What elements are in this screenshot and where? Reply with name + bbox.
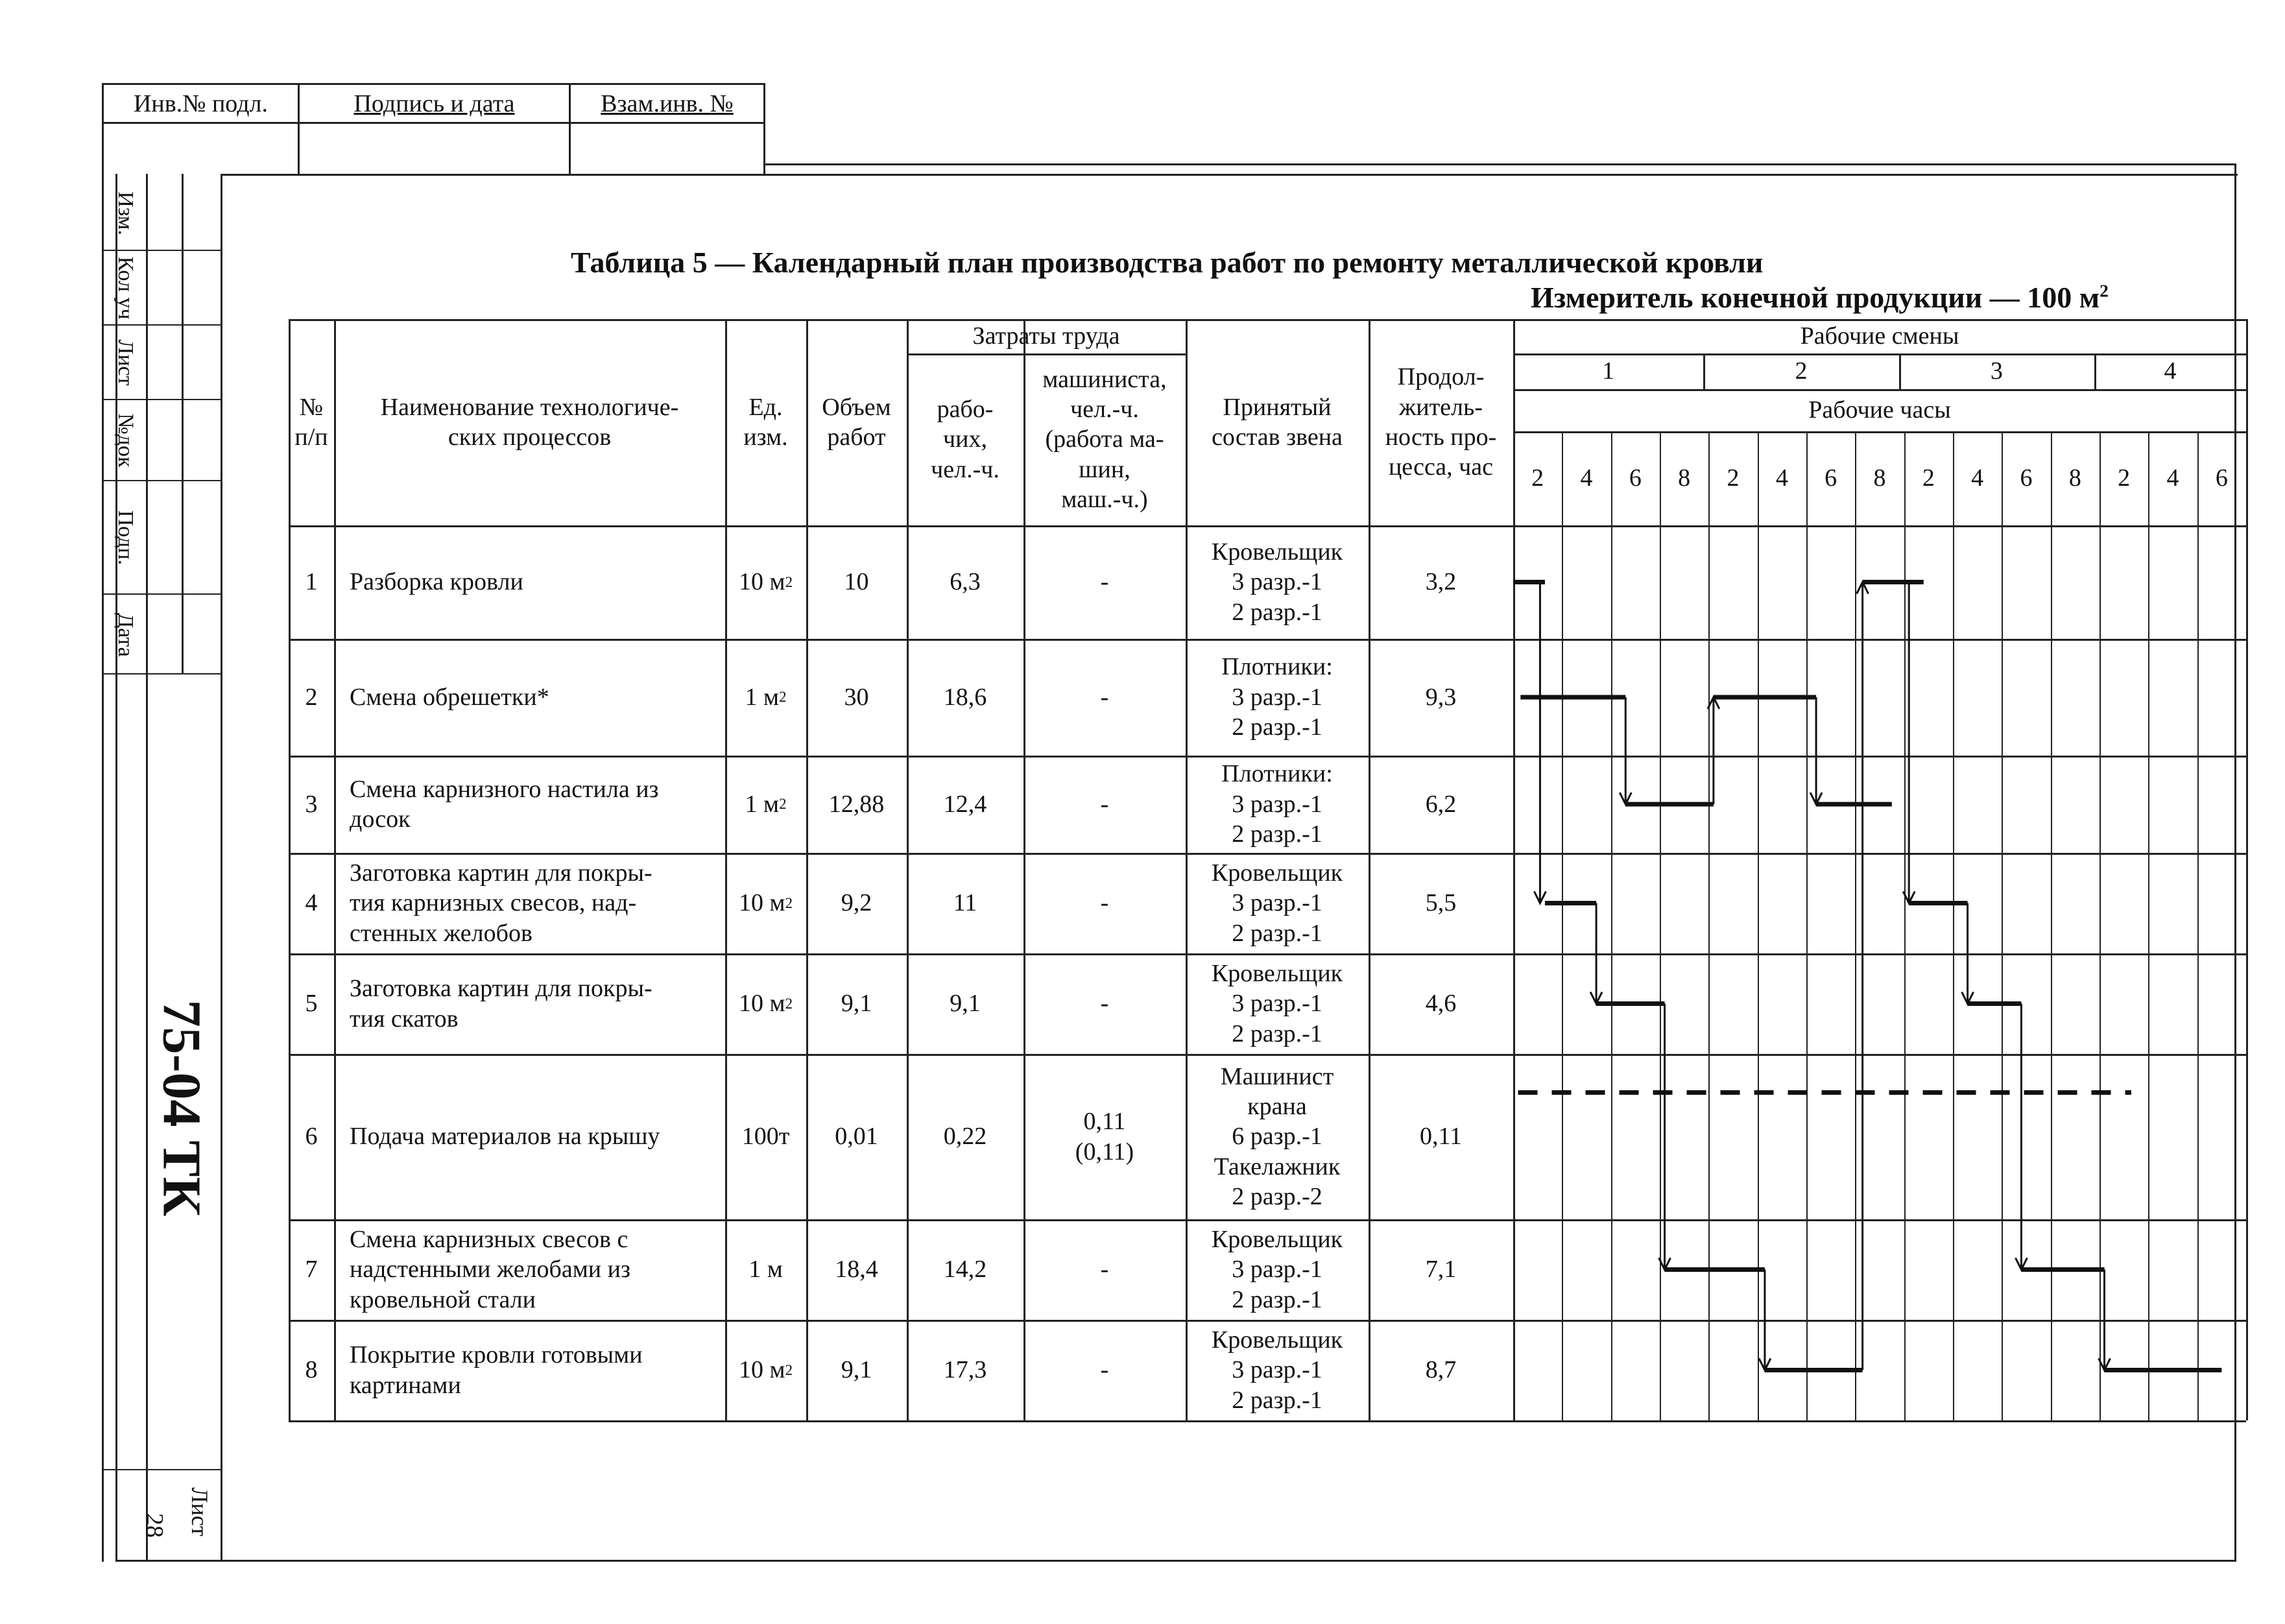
header-duration-text: Продол- житель- ность про- цесса, час xyxy=(1385,363,1497,481)
hour-label-text: 4 xyxy=(2166,464,2179,492)
hour-label-text: 8 xyxy=(1873,464,1886,492)
hour-label-text: 2 xyxy=(1922,464,1935,492)
row-workers-text: 9,1 xyxy=(950,990,981,1018)
row-number-text: 7 xyxy=(305,1256,318,1284)
row-volume-text: 9,1 xyxy=(841,990,872,1018)
hour-label-text: 8 xyxy=(2068,464,2081,492)
sheet-label: Лист xyxy=(187,1487,213,1536)
row-unit-sup: 2 xyxy=(785,573,793,590)
row-workers-text: 18,6 xyxy=(943,683,987,711)
row-process-name-text: Подача материалов на крышу xyxy=(350,1123,660,1151)
header-workers-text: рабо- чих, чел.-ч. xyxy=(931,395,999,483)
subtitle-sup: 2 xyxy=(2100,280,2109,301)
row-machinist-text: - xyxy=(1100,568,1109,596)
doc-code: 75-04 ТК xyxy=(151,999,212,1217)
row-workers-text: 14,2 xyxy=(943,1256,987,1284)
header-crew-text: Принятый состав звена xyxy=(1212,393,1343,451)
row-duration-text: 5,5 xyxy=(1425,889,1457,917)
side-label-kolvo: Кол уч xyxy=(114,256,138,320)
row-crew-text: Кровельщик 3 разр.-1 2 разр.-1 xyxy=(1211,859,1343,947)
row-duration-text: 9,3 xyxy=(1425,683,1457,711)
row-number-text: 2 xyxy=(305,683,318,711)
header-shifts-text: Рабочие смены xyxy=(1800,322,1959,350)
row-machinist-text: - xyxy=(1100,790,1109,818)
row-process-name-text: Смена обрешетки* xyxy=(350,683,549,711)
row-process-name-text: Покрытие кровли готовыми картинами xyxy=(350,1341,643,1399)
row-unit-text: 10 м xyxy=(739,990,785,1018)
shift-number-3-text: 3 xyxy=(1990,357,2003,385)
hour-label-text: 2 xyxy=(2118,464,2131,492)
stamp-inv-label: Инв.№ подл. xyxy=(133,90,268,117)
row-number-text: 4 xyxy=(305,889,318,917)
hour-label-text: 4 xyxy=(1775,464,1788,492)
row-process-name-text: Смена карнизного настила из досок xyxy=(350,775,659,833)
shift-number-4-text: 4 xyxy=(2164,357,2177,385)
row-machinist-text: - xyxy=(1100,683,1109,711)
row-volume-text: 10 xyxy=(844,568,869,596)
hour-label-text: 6 xyxy=(2020,464,2033,492)
row-machinist-text: - xyxy=(1100,1256,1109,1284)
side-label-ndoc: №док xyxy=(114,413,138,468)
side-label-data: Дата xyxy=(114,613,138,657)
shift-number-2-text: 2 xyxy=(1795,357,1808,385)
row-number-text: 5 xyxy=(305,990,318,1018)
row-process-name-text: Заготовка картин для покры- тия скатов xyxy=(350,975,652,1033)
row-unit-text: 10 м xyxy=(739,889,785,917)
header-hours-text: Рабочие часы xyxy=(1808,396,1951,424)
row-unit-text: 1 м xyxy=(745,790,780,818)
row-machinist-text: - xyxy=(1100,1356,1109,1384)
sheet-number: 28 xyxy=(141,1513,168,1538)
row-crew-text: Машинист крана 6 разр.-1 Такелажник 2 разр.-2 xyxy=(1214,1062,1341,1211)
row-machinist-text: 0,11 (0,11) xyxy=(1075,1108,1134,1165)
row-unit-text: 10 м xyxy=(739,568,785,596)
hour-label-text: 4 xyxy=(1971,464,1984,492)
shift-number-1-text: 1 xyxy=(1602,357,1615,385)
row-machinist-text: - xyxy=(1100,990,1109,1018)
hour-label-text: 6 xyxy=(1629,464,1642,492)
row-unit-sup: 2 xyxy=(779,796,787,813)
row-number-text: 6 xyxy=(305,1123,318,1151)
hour-label-text: 6 xyxy=(2215,464,2228,492)
row-number-text: 8 xyxy=(305,1356,318,1384)
hour-label-text: 2 xyxy=(1727,464,1740,492)
row-volume-text: 12,88 xyxy=(828,790,885,818)
stamp-replace-label: Взам.инв. № xyxy=(601,90,734,117)
hour-label-text: 8 xyxy=(1678,464,1691,492)
row-volume-text: 18,4 xyxy=(835,1256,878,1284)
side-label-izm: Изм. xyxy=(114,191,138,235)
hour-label-text: 6 xyxy=(1824,464,1837,492)
stamp-signature-label: Подпись и дата xyxy=(353,90,515,117)
row-unit-sup: 2 xyxy=(785,1361,793,1378)
side-label-podp: Подп. xyxy=(114,510,138,566)
row-crew-text: Кровельщик 3 разр.-1 2 разр.-1 xyxy=(1211,1326,1343,1414)
row-machinist-text: - xyxy=(1100,889,1109,917)
row-crew-text: Плотники: 3 разр.-1 2 разр.-1 xyxy=(1221,760,1333,848)
header-labor-text: Затраты труда xyxy=(972,322,1120,350)
header-name-text: Наименование технологиче- ских процессов xyxy=(380,393,679,451)
row-workers-text: 0,22 xyxy=(943,1123,987,1151)
row-crew-text: Кровельщик 3 разр.-1 2 разр.-1 xyxy=(1211,1225,1343,1313)
row-unit-text: 1 м xyxy=(748,1256,783,1284)
header-volume-text: Объем работ xyxy=(822,393,891,451)
row-process-name-text: Разборка кровли xyxy=(350,568,523,596)
row-crew-text: Кровельщик 3 разр.-1 2 разр.-1 xyxy=(1211,538,1343,626)
row-duration-text: 3,2 xyxy=(1425,568,1457,596)
row-duration-text: 8,7 xyxy=(1425,1356,1457,1384)
hour-label-text: 2 xyxy=(1531,464,1544,492)
table-title: Таблица 5 — Календарный план производства работ по ремонту металлической кровли xyxy=(571,246,1764,279)
row-workers-text: 17,3 xyxy=(943,1356,987,1384)
row-unit-sup: 2 xyxy=(785,995,793,1012)
row-duration-text: 0,11 xyxy=(1419,1123,1463,1151)
row-duration-text: 6,2 xyxy=(1425,790,1457,818)
hour-label-text: 4 xyxy=(1580,464,1593,492)
row-duration-text: 4,6 xyxy=(1425,990,1457,1018)
row-number-text: 1 xyxy=(305,568,318,596)
row-volume-text: 0,01 xyxy=(835,1123,878,1151)
row-unit-sup: 2 xyxy=(779,689,787,706)
side-label-list: Лист xyxy=(114,339,138,386)
header-unit-text: Ед. изм. xyxy=(743,393,788,451)
header-num-text: № п/п xyxy=(294,393,328,451)
row-process-name-text: Заготовка картин для покры- тия карнизных свесов, над- стенных желобов xyxy=(350,859,652,947)
row-unit-text: 1 м xyxy=(745,683,780,711)
header-machinist-text: машиниста, чел.-ч. (работа ма- шин, маш.-ч.) xyxy=(1042,365,1167,514)
row-crew-text: Плотники: 3 разр.-1 2 разр.-1 xyxy=(1221,653,1333,741)
subtitle-text: Измеритель конечной продукции — 100 м xyxy=(1531,281,2100,314)
row-volume-text: 9,1 xyxy=(841,1356,872,1384)
row-unit-text: 10 м xyxy=(739,1356,785,1384)
row-workers-text: 12,4 xyxy=(943,790,987,818)
row-crew-text: Кровельщик 3 разр.-1 2 разр.-1 xyxy=(1211,959,1343,1047)
row-volume-text: 9,2 xyxy=(841,889,872,917)
row-workers-text: 6,3 xyxy=(950,568,981,596)
row-duration-text: 7,1 xyxy=(1425,1256,1457,1284)
row-unit-sup: 2 xyxy=(785,894,793,911)
row-volume-text: 30 xyxy=(844,683,869,711)
row-workers-text: 11 xyxy=(953,889,977,917)
row-number-text: 3 xyxy=(305,790,318,818)
row-unit-text: 100т xyxy=(741,1123,790,1151)
row-process-name-text: Смена карнизных свесов с надстенными желобами из кровельной стали xyxy=(350,1225,630,1313)
